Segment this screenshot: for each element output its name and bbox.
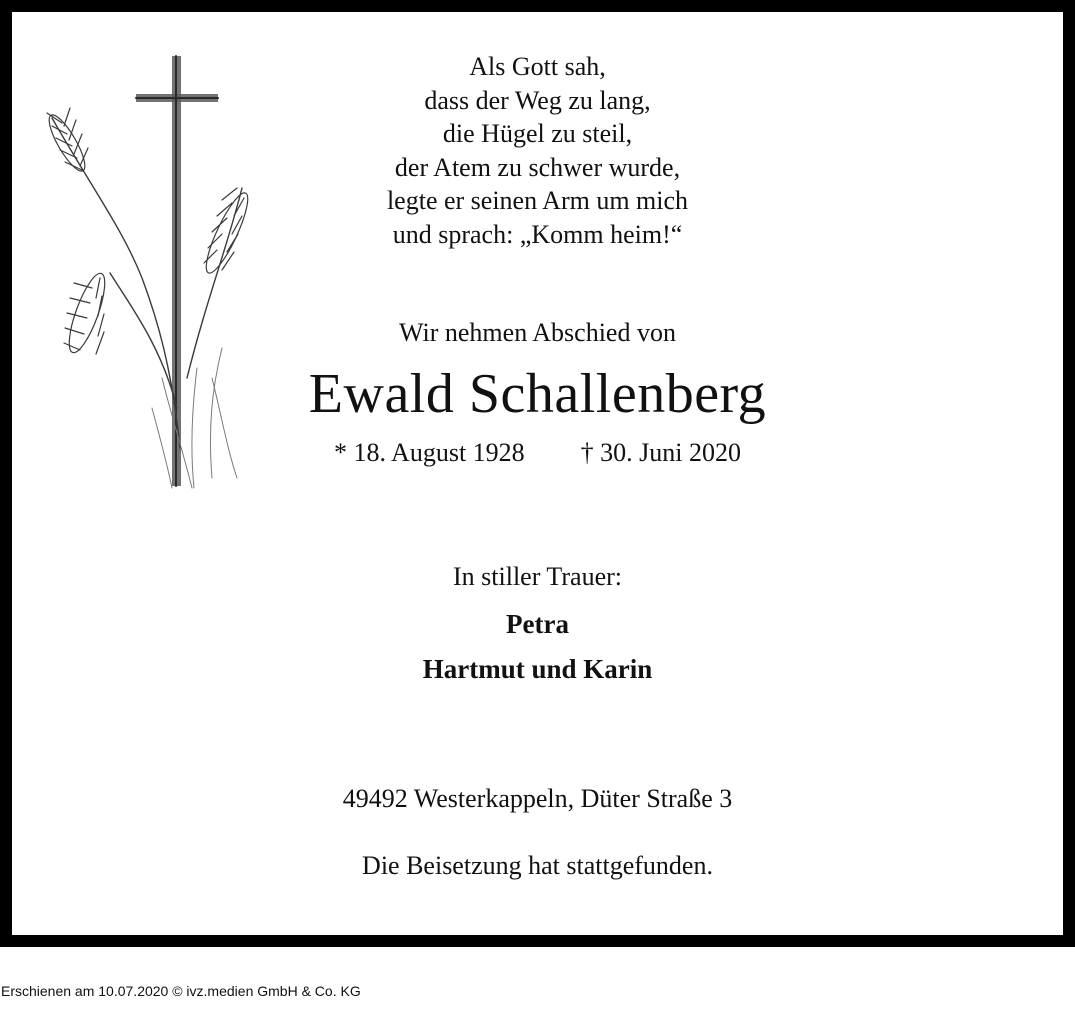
poem-line: Als Gott sah, — [469, 52, 606, 81]
poem-line: legte er seinen Arm um mich — [386, 186, 689, 215]
mourner-name: Petra — [506, 609, 569, 639]
publication-footer: Erschienen am 10.07.2020 © ivz.medien GmbH & Co. KG — [1, 983, 361, 999]
death-date: † 30. Juni 2020 — [580, 438, 742, 467]
poem-line: die Hügel zu steil, — [442, 119, 633, 148]
mourning-line: In stiller Trauer: — [453, 562, 622, 591]
mourners-list — [0, 602, 1075, 692]
funeral-note: Die Beisetzung hat stattgefunden. — [362, 851, 713, 880]
deceased-name: Ewald Schallenberg — [308, 363, 767, 425]
family-address: 49492 Westerkappeln, Düter Straße 3 — [342, 784, 733, 813]
poem-line: dass der Weg zu lang, — [424, 85, 651, 115]
life-dates — [0, 436, 1075, 470]
poem-line: und sprach: „Komm heim!“ — [392, 219, 683, 249]
farewell-intro: Wir nehmen Abschied von — [399, 318, 676, 347]
mourner-name: Hartmut und Karin — [422, 654, 653, 684]
birth-date: * 18. August 1928 — [333, 438, 525, 467]
poem-line: der Atem zu schwer wurde, — [394, 152, 681, 182]
poem — [0, 50, 1075, 251]
